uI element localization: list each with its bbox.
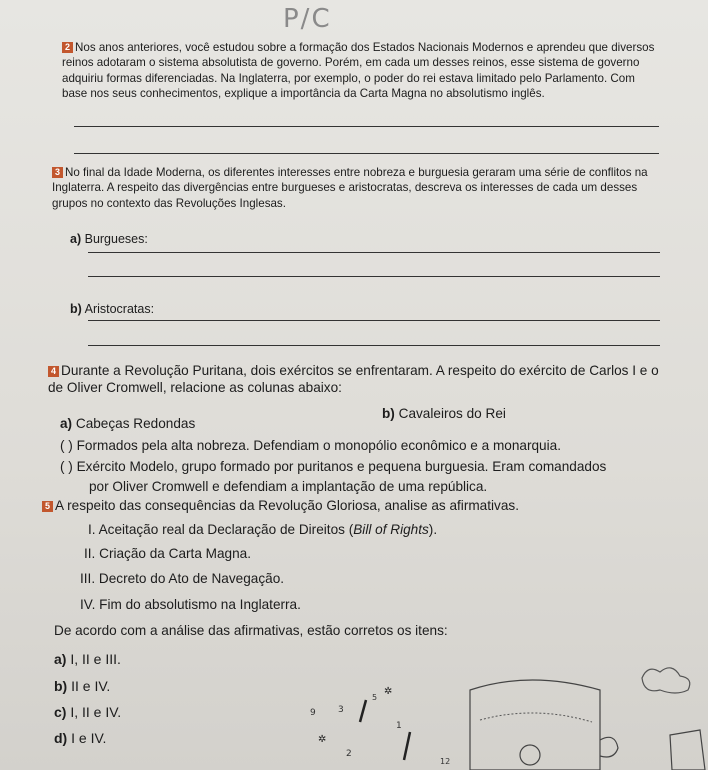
cloud-icon bbox=[642, 668, 690, 693]
decor-number: 2 bbox=[346, 749, 352, 759]
statement-iv: IV. Fim do absolutismo na Inglaterra. bbox=[80, 597, 301, 612]
question-5-prompt: De acordo com a análise das afirmativas, estão corretos os itens: bbox=[54, 623, 448, 638]
column-a: a) Cabeças Redondas bbox=[60, 416, 196, 431]
handwritten-note: P/C bbox=[283, 4, 332, 34]
answer-line[interactable] bbox=[74, 153, 659, 154]
question-2-text: 2 Nos anos anteriores, você estudou sobre a formação dos Estados Nacionais Modernos e aprendeu que diversos reinos adotaram o sistema absolutista de governo. Porém, em cada um desses reinos, esse sistema de governo adquiriu formas diferenciadas. Na Inglaterra, por exemplo, o poder do rei estava limitado pelo Parlamento. Com base nos seus conhecimentos, explique a importância da Carta Magna no absolutismo inglês. bbox=[62, 41, 655, 101]
statement-iii: III. Decreto do Ato de Navegação. bbox=[80, 571, 285, 586]
relation-item-1[interactable]: ( ) Formados pela alta nobreza. Defendiam o monopólio econômico e a monarquia. bbox=[60, 438, 561, 453]
compass-rose-icon bbox=[520, 745, 540, 765]
sub-item-burgueses: a) Burgueses: bbox=[70, 232, 148, 246]
option-d[interactable]: d) I e IV. bbox=[54, 730, 107, 746]
option-a[interactable]: a) I, II e III. bbox=[54, 651, 121, 667]
question-number-badge: 2 bbox=[62, 42, 73, 53]
column-b: b) Cavaleiros do Rei bbox=[382, 406, 506, 421]
question-3-text: 3 No final da Idade Moderna, os diferentes interesses entre nobreza e burguesia geraram uma série de conflitos na Inglaterra. A respeito das divergências entre burgueses e aristocratas, descreva os interesses de cada um desses grupos no contexto das Revoluções Inglesas. bbox=[52, 166, 648, 210]
gear-icon: ✲ bbox=[384, 686, 393, 697]
decor-number: 12 bbox=[440, 757, 451, 766]
question-5-text: 5 A respeito das consequências da Revolução Gloriosa, analise as afirmativas. bbox=[42, 497, 662, 514]
scroll-icon bbox=[600, 737, 618, 757]
decor-number: 1 bbox=[396, 721, 402, 731]
option-c[interactable]: c) I, II e IV. bbox=[54, 704, 122, 720]
decor-number: 3 bbox=[338, 705, 344, 715]
relation-item-2[interactable]: ( ) Exército Modelo, grupo formado por puritanos e pequena burguesia. Eram comandados bbox=[60, 459, 607, 474]
clock-hand-icon bbox=[360, 700, 366, 722]
gear-icon: ✲ bbox=[318, 734, 327, 745]
answer-line[interactable] bbox=[74, 126, 659, 127]
question-4-text: 4 Durante a Revolução Puritana, dois exércitos se enfrentaram. A respeito do exército de Carlos I e o de Oliver Cromwell, relacione as colunas abaixo: bbox=[48, 363, 659, 395]
question-4 bbox=[48, 362, 660, 396]
question-number-badge: 3 bbox=[52, 167, 63, 178]
question-3 bbox=[52, 165, 658, 211]
question-2 bbox=[62, 40, 660, 102]
option-b[interactable]: b) II e IV. bbox=[54, 678, 111, 694]
statement-ii: II. Criação da Carta Magna. bbox=[84, 546, 251, 561]
question-number-badge: 5 bbox=[42, 501, 53, 512]
answer-line[interactable] bbox=[88, 320, 660, 321]
decor-number: 9 bbox=[310, 708, 316, 718]
answer-line[interactable] bbox=[88, 345, 660, 346]
decorative-illustration bbox=[300, 660, 708, 770]
answer-line[interactable] bbox=[88, 276, 660, 277]
clock-hand-icon bbox=[404, 732, 410, 760]
compass-icon bbox=[470, 680, 600, 770]
question-number-badge: 4 bbox=[48, 366, 59, 377]
book-icon bbox=[670, 730, 705, 770]
decor-number: 5 bbox=[372, 693, 378, 702]
relation-item-2-cont: por Oliver Cromwell e defendiam a implantação de uma república. bbox=[89, 479, 488, 494]
sub-item-aristocratas: b) Aristocratas: bbox=[70, 302, 155, 316]
answer-line[interactable] bbox=[88, 252, 660, 253]
statement-i: I. Aceitação real da Declaração de Direitos (Bill of Rights). bbox=[88, 522, 438, 537]
question-5 bbox=[42, 497, 662, 514]
